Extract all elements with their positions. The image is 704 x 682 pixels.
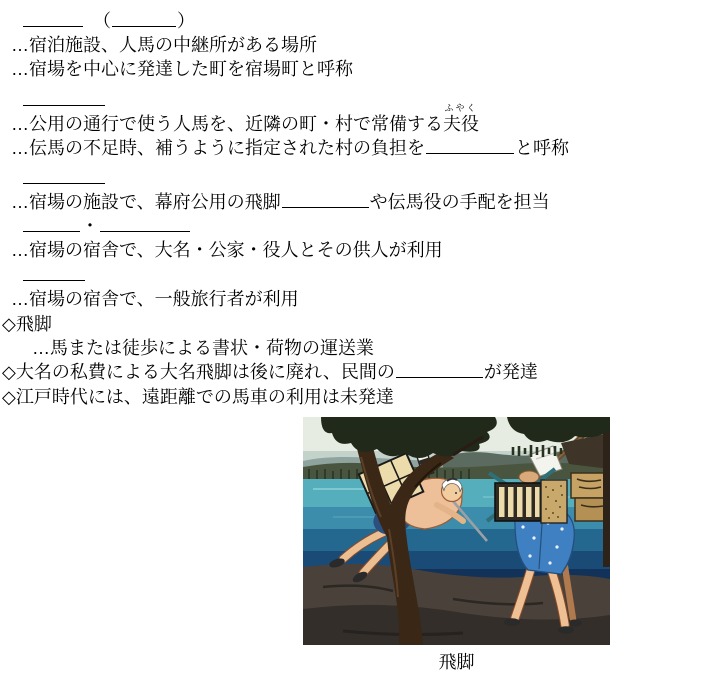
text-run: （ — [84, 11, 111, 31]
text-run: …宿場の施設で、幕府公用の飛脚 — [11, 192, 281, 212]
blank-field — [23, 9, 83, 27]
document-line — [0, 9, 704, 33]
document-line — [0, 336, 704, 360]
blank-field — [23, 263, 85, 281]
document-line — [0, 214, 704, 238]
ukiyoe-courier-image — [303, 417, 610, 645]
ruby-term: 夫役 ふやく — [443, 103, 479, 134]
figure-caption: 飛脚 — [438, 652, 475, 672]
blank-field — [112, 9, 176, 27]
text-run: ◇江戸時代には、遠距離での馬車の利用は未発達 — [2, 387, 394, 407]
blank-field — [396, 360, 483, 378]
document-line — [0, 136, 704, 160]
document-line — [0, 33, 704, 57]
document-line — [0, 103, 704, 136]
blank-field — [100, 214, 190, 232]
text-run: …馬または徒歩による書状・荷物の運送業 — [32, 338, 374, 358]
text-run: や伝馬役の手配を担当 — [369, 192, 550, 212]
text-run: …宿場の宿舎で、大名・公家・役人とその供人が利用 — [11, 240, 443, 260]
document-line — [0, 312, 704, 336]
text-run: ◇飛脚 — [2, 314, 52, 334]
blank-field — [282, 190, 369, 208]
text-run: …宿場の宿舎で、一般旅行者が利用 — [11, 289, 299, 309]
text-run: …宿泊施設、人馬の中継所がある場所 — [11, 35, 317, 55]
text-run: が発達 — [483, 362, 538, 382]
document-line — [0, 263, 704, 287]
text-run: …公用の通行で使う人馬を、近隣の町・村で常備する — [11, 114, 443, 134]
document-line — [0, 166, 704, 190]
text-run: …伝馬の不足時、補うように指定された村の負担を — [11, 138, 425, 158]
document-line — [0, 190, 704, 214]
figure — [303, 417, 610, 673]
text-run: …宿場を中心に発達した町を宿場町と呼称 — [11, 59, 353, 79]
blank-field — [23, 88, 105, 106]
blank-field — [23, 166, 105, 184]
document-line — [0, 88, 704, 112]
text-run: と呼称 — [515, 138, 569, 158]
document-line — [0, 238, 704, 262]
text-run: ） — [177, 11, 195, 31]
document-lines — [0, 9, 704, 409]
text-run: ・ — [81, 216, 99, 236]
document-line — [0, 57, 704, 81]
text-run: ◇大名の私費による大名飛脚は後に廃れ、民間の — [2, 362, 395, 382]
document-line — [0, 360, 704, 384]
furigana: ふやく — [444, 103, 478, 113]
document-line — [0, 385, 704, 409]
blank-field — [23, 214, 80, 232]
document-line — [0, 287, 704, 311]
blank-field — [426, 136, 514, 154]
